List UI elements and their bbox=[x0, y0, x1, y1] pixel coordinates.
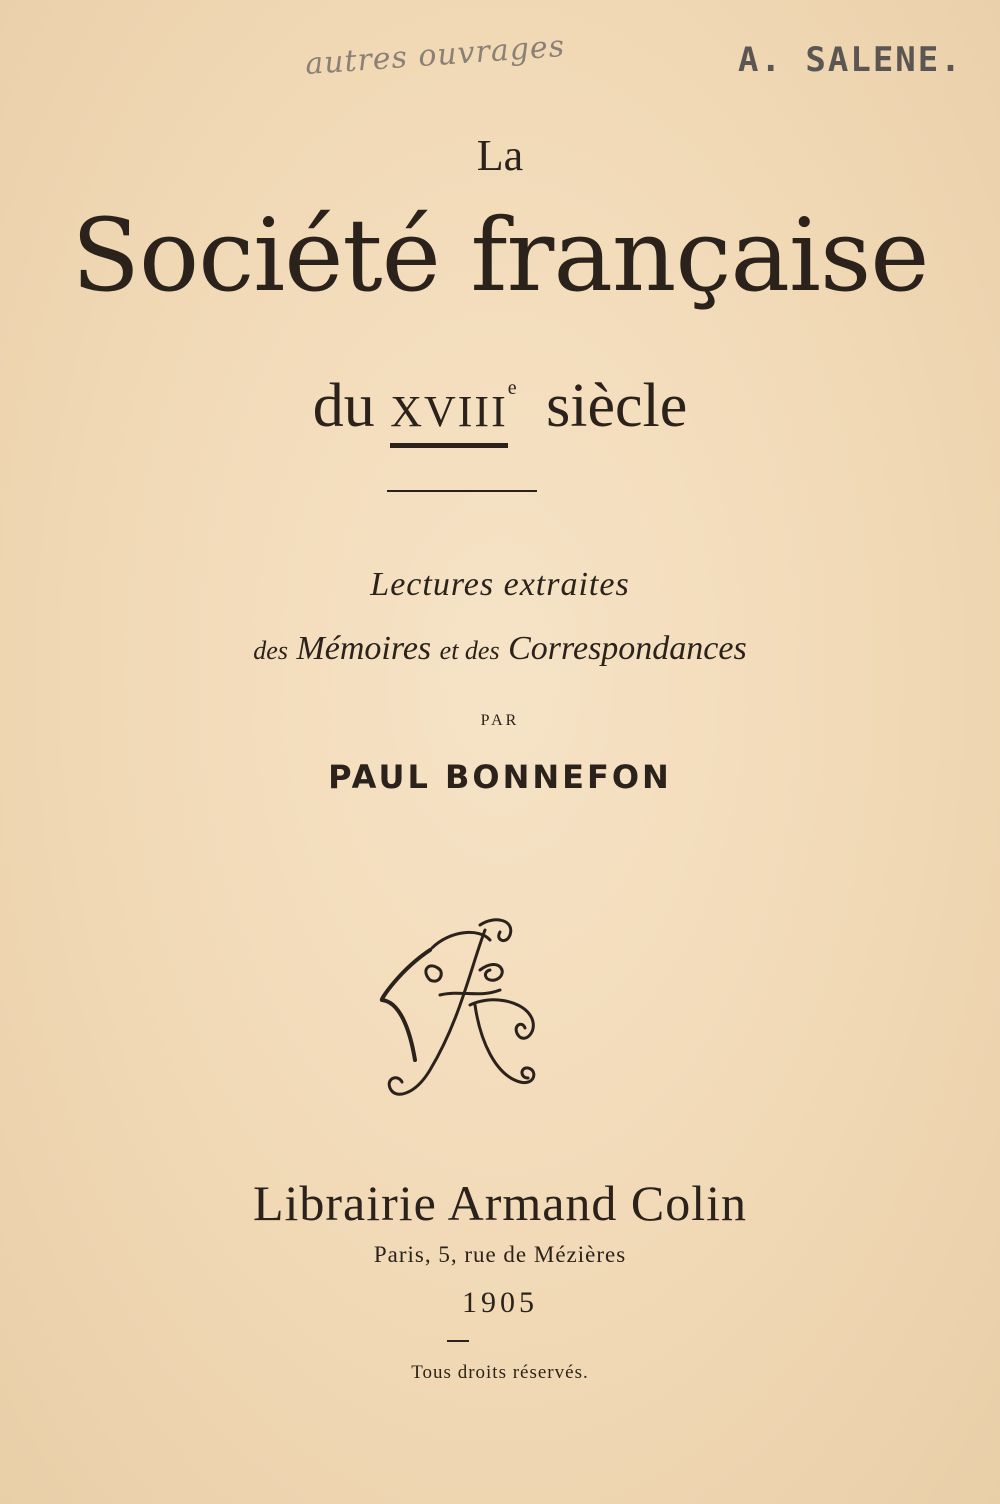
book-title: Société française bbox=[71, 197, 929, 314]
title-du: du bbox=[312, 372, 375, 440]
small-rule bbox=[447, 1340, 469, 1342]
rights-notice: Tous droits réservés. bbox=[411, 1362, 589, 1383]
subtitle-correspondances: Correspondances bbox=[508, 630, 747, 667]
publisher-monogram-icon bbox=[370, 910, 550, 1110]
publisher-address: Paris, 5, rue de Mézières bbox=[373, 1242, 627, 1267]
subtitle-et-des: et des bbox=[439, 636, 500, 665]
title-century-line bbox=[0, 372, 1000, 440]
publisher-name: Librairie Armand Colin bbox=[252, 1175, 748, 1231]
century-underline bbox=[390, 443, 508, 448]
author-name: PAUL BONNEFON bbox=[328, 758, 672, 796]
byline-par: PAR bbox=[480, 712, 520, 729]
subtitle-des: des bbox=[253, 636, 288, 665]
divider-rule bbox=[387, 490, 537, 492]
subtitle-memoires: Mémoires bbox=[296, 630, 432, 667]
handwritten-note: autres ouvrages bbox=[304, 28, 567, 83]
title-siecle: siècle bbox=[546, 372, 688, 440]
title-article: La bbox=[476, 131, 524, 180]
subtitle-line-2 bbox=[0, 630, 1000, 668]
title-century-superscript: e bbox=[507, 377, 517, 399]
subtitle-line-1: Lectures extraites bbox=[370, 566, 630, 603]
owner-stamp: A. SALENE. bbox=[738, 40, 963, 80]
title-century-numeral: XVIII bbox=[390, 387, 508, 436]
publication-year: 1905 bbox=[462, 1286, 538, 1319]
